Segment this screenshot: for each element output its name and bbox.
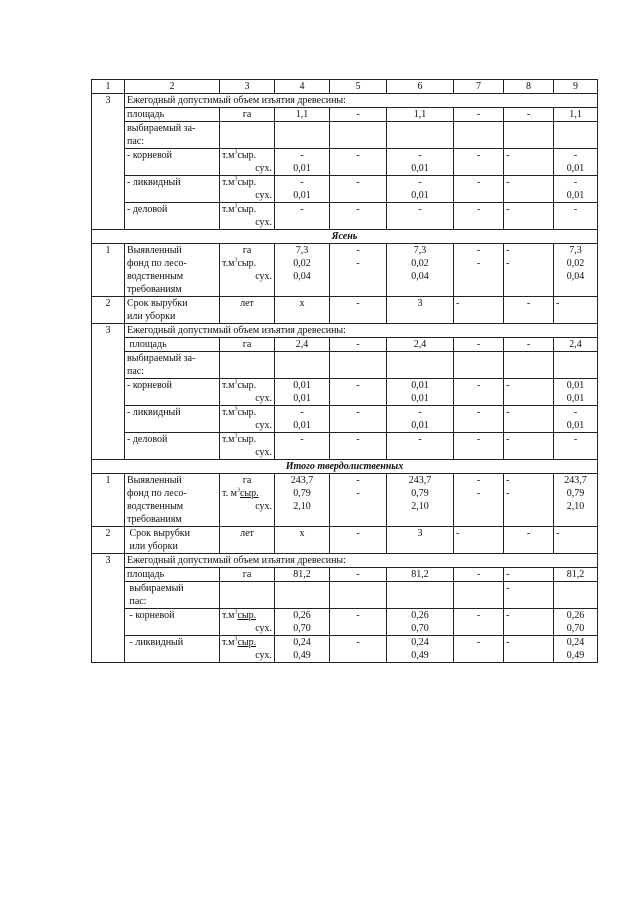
value-cell: - 0,01 (275, 406, 330, 433)
table-row (92, 149, 598, 176)
value-cell: - (330, 338, 387, 352)
table-row (92, 297, 598, 324)
table-row (92, 609, 598, 636)
col-header-1: 1 (92, 80, 125, 94)
table-row (92, 176, 598, 203)
section-row (92, 230, 598, 244)
unit-cell: $т.м^3сыр$. сух. (220, 609, 275, 636)
value-cell: - 0,01 (554, 149, 598, 176)
value-cell: 0,26 0,70 (554, 609, 598, 636)
value-cell: - 0,01 (387, 176, 454, 203)
value-cell: - (504, 108, 554, 122)
value-cell: x (275, 297, 330, 324)
col-header-9: 9 (554, 80, 598, 94)
value-cell: 243,7 0,79 2,10 (275, 474, 330, 527)
row-number: 1 (92, 474, 125, 527)
unit-cell: $т.м^3сыр$. сух. (220, 176, 275, 203)
unit-cell: $т.м^3сыр$. сух. (220, 203, 275, 230)
value-cell: - (504, 433, 554, 460)
value-cell: - (330, 108, 387, 122)
section-row (92, 460, 598, 474)
unit-cell: $т.м^3сыр$. сух. (220, 149, 275, 176)
value-cell: 2,4 (387, 338, 454, 352)
row-label-business: - деловой (125, 203, 220, 230)
row-label-liquid: - ликвидный (125, 176, 220, 203)
forest-volume-table (91, 79, 598, 663)
value-cell: 1,1 (387, 108, 454, 122)
value-cell: 243,7 0,79 2,10 (387, 474, 454, 527)
value-cell: - (504, 176, 554, 203)
value-cell: - (454, 568, 504, 582)
value-cell: - - (504, 244, 554, 297)
table-row (92, 527, 598, 554)
value-cell: - (554, 527, 598, 554)
value-cell: - (504, 379, 554, 406)
value-cell: - (504, 203, 554, 230)
value-cell: - (454, 338, 504, 352)
row-number: 3 (92, 554, 125, 663)
value-cell: 1,1 (275, 108, 330, 122)
value-cell: - (330, 203, 387, 230)
value-cell: - (554, 433, 598, 460)
value-cell: - (330, 297, 387, 324)
value-cell: - 0,01 (387, 406, 454, 433)
value-cell: - 0,01 (275, 176, 330, 203)
unit-cell: лет (220, 297, 275, 324)
value-cell: - (454, 297, 504, 324)
value-cell: 81,2 (275, 568, 330, 582)
row-label-root: - корневой (125, 149, 220, 176)
row-label-root: - корневой (125, 379, 220, 406)
value-cell: - 0,01 (554, 176, 598, 203)
value-cell: - (454, 527, 504, 554)
value-cell: 3 (387, 297, 454, 324)
row-label-found: Выявленный фонд по лесо- водственным требованиям (125, 244, 220, 297)
table-row (92, 474, 598, 527)
table-row (92, 94, 598, 108)
row-label-liquid: - ликвидный (125, 406, 220, 433)
unit-cell: $т.м^3сыр$. сух. (220, 379, 275, 406)
value-cell: - (330, 176, 387, 203)
value-cell: - (387, 433, 454, 460)
value-cell: - (330, 406, 387, 433)
row-number: 2 (92, 527, 125, 554)
table-row (92, 244, 598, 297)
row-label-term: Срок вырубки или уборки (125, 297, 220, 324)
col-header-5: 5 (330, 80, 387, 94)
value-cell: - - (504, 474, 554, 527)
value-cell: 7,3 0,02 0,04 (275, 244, 330, 297)
value-cell: 0,24 0,49 (387, 636, 454, 663)
value-cell: - (504, 406, 554, 433)
value-cell: - (554, 297, 598, 324)
table-row (92, 568, 598, 582)
value-cell: - (454, 108, 504, 122)
annual-volume-title: Ежегодный допустимый объем изъятия древесины: (125, 554, 598, 568)
value-cell: 0,24 0,49 (554, 636, 598, 663)
value-cell: - (330, 527, 387, 554)
value-cell: 0,26 0,70 (387, 609, 454, 636)
col-header-8: 8 (504, 80, 554, 94)
col-header-3: 3 (220, 80, 275, 94)
value-cell: - (504, 149, 554, 176)
column-numbers-row (92, 80, 598, 94)
row-number: 2 (92, 297, 125, 324)
table-row (92, 406, 598, 433)
value-cell: - (454, 379, 504, 406)
row-number: 3 (92, 94, 125, 230)
row-label-stock: выбираемый за- пас: (125, 122, 220, 149)
table-row (92, 338, 598, 352)
value-cell: - (504, 582, 554, 609)
value-cell: - (330, 433, 387, 460)
value-cell: - (504, 609, 554, 636)
annual-volume-title: Ежегодный допустимый объем изъятия древесины: (125, 324, 598, 338)
section-title-ash: Ясень (92, 230, 598, 244)
value-cell: - (330, 636, 387, 663)
value-cell: 2,4 (275, 338, 330, 352)
value-cell: 0,01 0,01 (387, 379, 454, 406)
value-cell: x (275, 527, 330, 554)
unit-cell: га (220, 338, 275, 352)
value-cell: 243,7 0,79 2,10 (554, 474, 598, 527)
value-cell: - (454, 636, 504, 663)
value-cell: 0,01 0,01 (554, 379, 598, 406)
col-header-4: 4 (275, 80, 330, 94)
section-title-total-hardwood: Итого твердолиственных (92, 460, 598, 474)
unit-cell: $т.м^3сыр$. сух. (220, 636, 275, 663)
value-cell: - (330, 379, 387, 406)
col-header-2: 2 (125, 80, 220, 94)
value-cell: 81,2 (387, 568, 454, 582)
row-number: 3 (92, 324, 125, 460)
value-cell: 1,1 (554, 108, 598, 122)
row-label-liquid: - ликвидный (125, 636, 220, 663)
value-cell: - (330, 609, 387, 636)
value-cell: - (330, 149, 387, 176)
table-row (92, 582, 598, 609)
unit-cell: га т. $м^3сыр$. сух. (220, 474, 275, 527)
table-row (92, 554, 598, 568)
value-cell: - (504, 297, 554, 324)
table-row (92, 122, 598, 149)
value-cell: - (454, 176, 504, 203)
table-row (92, 433, 598, 460)
row-label-term: Срок вырубки или уборки (125, 527, 220, 554)
value-cell: - - (330, 244, 387, 297)
row-label-area: площадь (125, 338, 220, 352)
value-cell: - (504, 338, 554, 352)
value-cell: - (454, 433, 504, 460)
value-cell: - - (330, 474, 387, 527)
value-cell: - (454, 406, 504, 433)
table-row (92, 203, 598, 230)
value-cell: 0,01 0,01 (275, 379, 330, 406)
unit-cell: га (220, 108, 275, 122)
row-label-business: - деловой (125, 433, 220, 460)
value-cell: - (504, 527, 554, 554)
value-cell: - (504, 636, 554, 663)
col-header-7: 7 (454, 80, 504, 94)
value-cell: - 0,01 (387, 149, 454, 176)
table-row (92, 636, 598, 663)
table-row (92, 352, 598, 379)
value-cell: - 0,01 (554, 406, 598, 433)
row-label-area: площадь (125, 568, 220, 582)
value-cell: - 0,01 (275, 149, 330, 176)
value-cell: - (454, 149, 504, 176)
value-cell: - (504, 568, 554, 582)
unit-cell: $т.м^3сыр$. сух. (220, 433, 275, 460)
table-row (92, 379, 598, 406)
col-header-6: 6 (387, 80, 454, 94)
row-label-stock: выбираемый пас: (125, 582, 220, 609)
value-cell: - (275, 433, 330, 460)
value-cell: 2,4 (554, 338, 598, 352)
unit-cell: $т.м^3сыр$. сух. (220, 406, 275, 433)
value-cell: - - (454, 244, 504, 297)
annual-volume-title: Ежегодный допустимый объем изъятия древесины: (125, 94, 598, 108)
unit-cell: га $т.м^3сыр$. сух. (220, 244, 275, 297)
value-cell: - - (454, 474, 504, 527)
row-label-stock: выбираемый за- пас: (125, 352, 220, 379)
value-cell: 0,24 0,49 (275, 636, 330, 663)
value-cell: 3 (387, 527, 454, 554)
value-cell: - (387, 203, 454, 230)
table-row (92, 108, 598, 122)
table-row (92, 324, 598, 338)
value-cell: - (330, 568, 387, 582)
unit-cell: га (220, 568, 275, 582)
value-cell: - (454, 203, 504, 230)
value-cell: 0,26 0,70 (275, 609, 330, 636)
row-label-found: Выявленный фонд по лесо- водственным требованиям (125, 474, 220, 527)
row-number: 1 (92, 244, 125, 297)
value-cell: 7,3 0,02 0,04 (387, 244, 454, 297)
value-cell: - (454, 609, 504, 636)
unit-cell: лет (220, 527, 275, 554)
row-label-area: площадь (125, 108, 220, 122)
value-cell: 7,3 0,02 0,04 (554, 244, 598, 297)
row-label-root: - корневой (125, 609, 220, 636)
value-cell: 81,2 (554, 568, 598, 582)
value-cell: - (554, 203, 598, 230)
value-cell: - (275, 203, 330, 230)
